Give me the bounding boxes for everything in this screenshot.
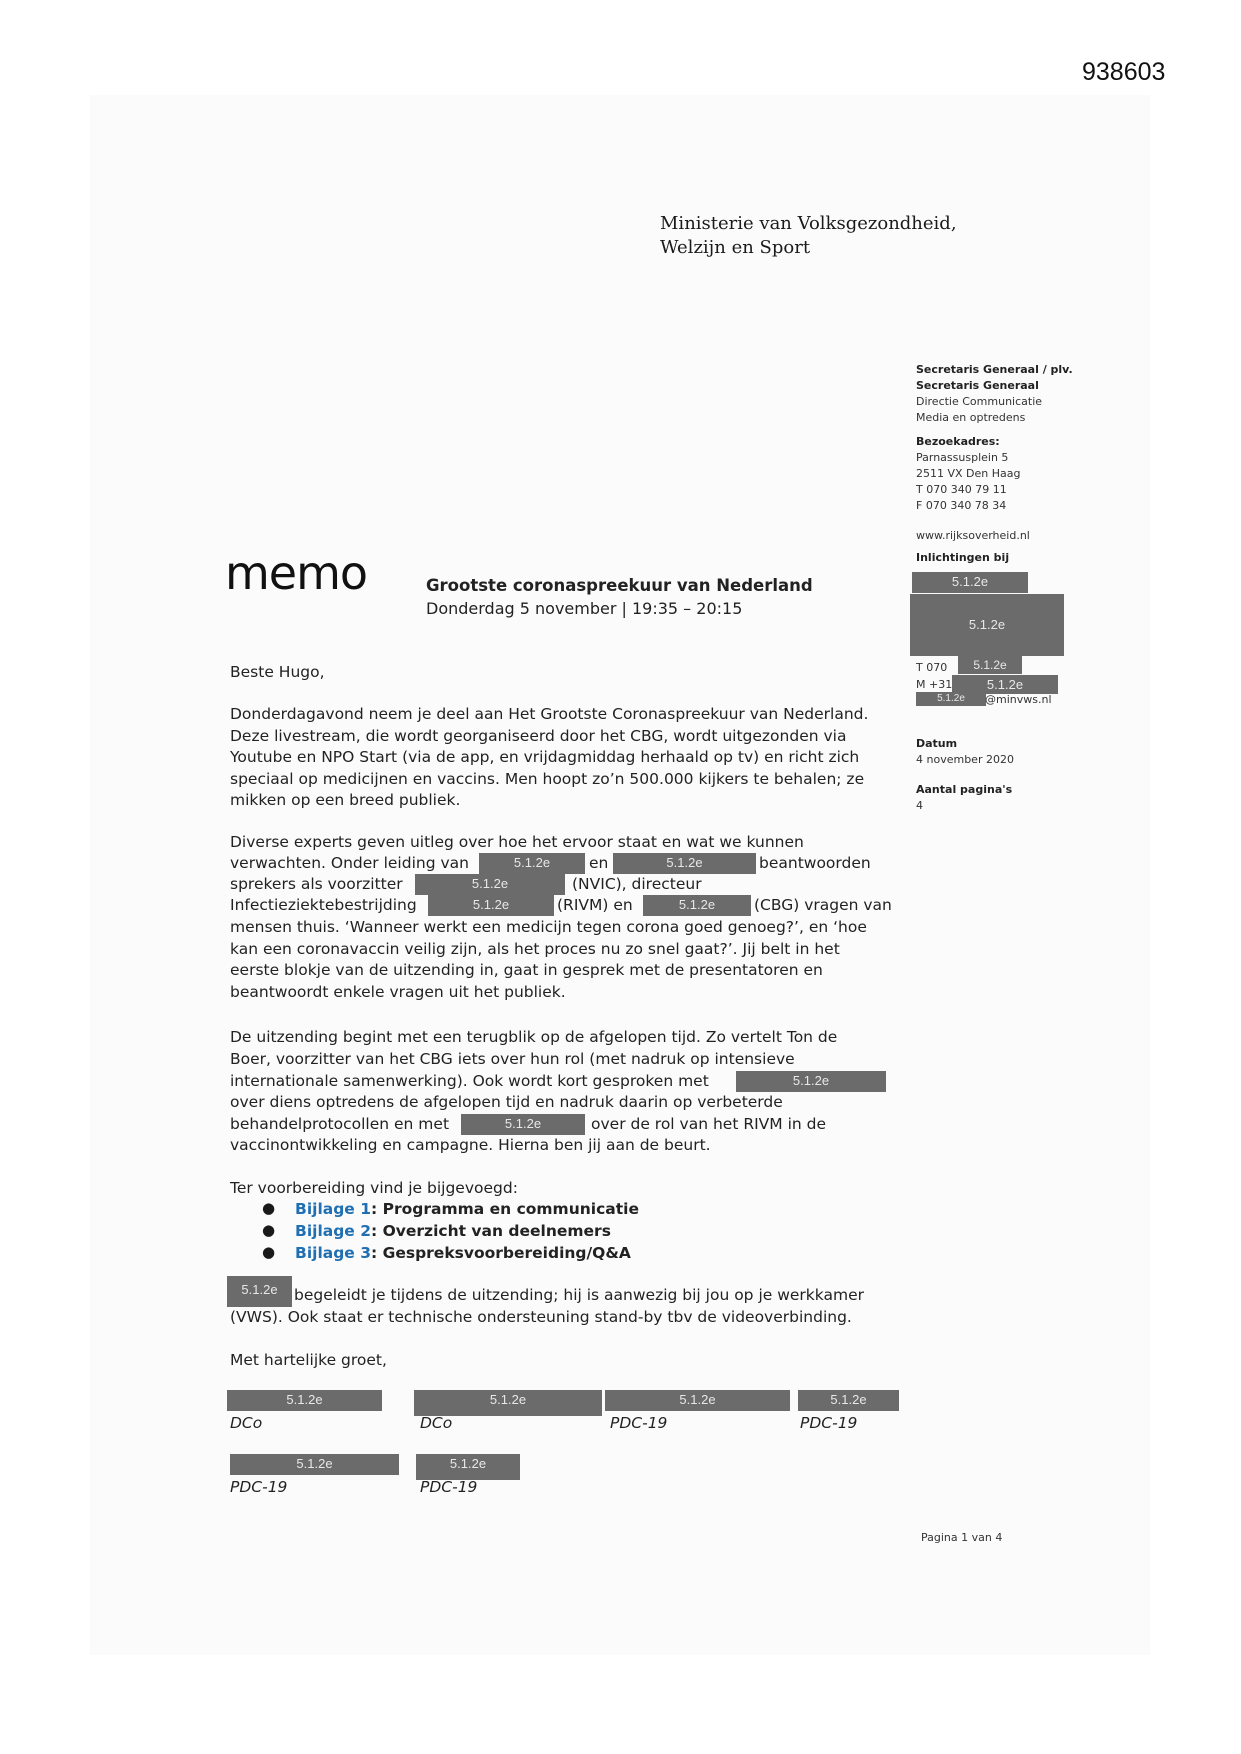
paragraph-3-line-4: over diens optredens de afgelopen tijd en nadruk daarin op verbeterde [230, 1093, 783, 1111]
paragraph-line: kan een coronavaccin veilig zijn, als het proces nu zo snel gaat?’. Jij belt in het [230, 939, 840, 958]
ministry-line-2: Welzijn en Sport [660, 237, 811, 258]
paragraph-2-line-2c: beantwoorden [759, 854, 871, 872]
address-line-1: Parnassusplein 5 [916, 451, 1009, 464]
signature-redaction: 5.1.2e [605, 1390, 790, 1411]
ministry-name [660, 212, 957, 260]
bullet-icon: ● [262, 1243, 276, 1261]
paragraph-2-line-3a: sprekers als voorzitter [230, 875, 403, 893]
signature-role-3: PDC-19 [610, 1414, 668, 1432]
paragraph-line: eerste blokje van de uitzending in, gaat in gesprek met de presentatoren en [230, 961, 823, 979]
document-number: 938603 [1082, 58, 1166, 86]
signature-redaction: 5.1.2e [230, 1454, 399, 1475]
paragraph-2-line-4c: (CBG) vragen van [754, 896, 892, 914]
paragraph-line: mikken op een breed publiek. [230, 791, 461, 809]
paragraph-3-line-5b: over de rol van het RIVM in de [591, 1115, 827, 1133]
paragraph-4-line-2: (VWS). Ook staat er technische ondersteuning stand-by tbv de videoverbinding. [230, 1308, 852, 1326]
signature-role-5: PDC-19 [230, 1478, 288, 1496]
paragraph-line: Youtube en NPO Start (via de app, en vrijdagmiddag herhaald op tv) en richt zich [230, 748, 860, 766]
memo-subtitle: Donderdag 5 november | 19:35 – 20:15 [426, 599, 743, 618]
redaction-block: 5.1.2e [958, 656, 1022, 674]
paragraph-2-line-4a: Infectieziektebestrijding [230, 896, 417, 914]
redaction-block: 5.1.2e [227, 1276, 292, 1307]
redaction-block: 5.1.2e [461, 1114, 585, 1135]
signature-redaction: 5.1.2e [798, 1390, 899, 1411]
preparation-intro: Ter voorbereiding vind je bijgevoegd: [230, 1179, 518, 1197]
redaction-block: 5.1.2e [912, 572, 1028, 593]
redaction-block: 5.1.2e [415, 874, 565, 895]
date-label: Datum [916, 737, 958, 750]
contact-phone: T 070 [916, 661, 948, 674]
date-block [916, 736, 1014, 768]
bullet-icon: ● [262, 1221, 276, 1239]
paragraph-1 [230, 704, 868, 812]
bullet-icon: ● [262, 1199, 276, 1217]
paragraph-2-line-2b: en [589, 854, 609, 872]
sidebar [916, 362, 1096, 566]
paragraph-2-line-4b: (RIVM) en [557, 896, 633, 914]
signature-role-4: PDC-19 [800, 1414, 858, 1432]
sidebar-dept-1: Secretaris Generaal / plv. [916, 363, 1073, 376]
pages-label: Aantal pagina's [916, 783, 1013, 796]
sidebar-dept-4: Media en optredens [916, 411, 1026, 424]
paragraph-line: De uitzending begint met een terugblik op de afgelopen tijd. Zo vertelt Ton de [230, 1028, 838, 1046]
paragraph-line: Donderdagavond neem je deel aan Het Grootste Coronaspreekuur van Nederland. [230, 705, 869, 723]
paragraph-line: Boer, voorzitter van het CBG iets over hun rol (met nadruk op intensieve [230, 1049, 795, 1068]
pages-block [916, 782, 1012, 814]
redaction-block: 5.1.2e [916, 692, 986, 706]
paragraph-line: mensen thuis. ‘Wanneer werkt een medicijn tegen corona goed genoeg?’, en ‘hoe [230, 918, 867, 936]
attachment-title-1: : Programma en communicatie [371, 1200, 639, 1218]
paragraph-line: beantwoordt enkele vragen uit het publiek. [230, 982, 566, 1001]
sidebar-dept-3: Directie Communicatie [916, 395, 1043, 408]
attachment-link-2[interactable]: Bijlage 2 [295, 1222, 372, 1240]
paragraph-line: speciaal op medicijnen en vaccins. Men hoopt zo’n 500.000 kijkers te behalen; ze [230, 769, 865, 788]
attachment-title-3: : Gespreksvoorbereiding/Q&A [371, 1244, 631, 1262]
contact-label: Inlichtingen bij [916, 551, 1010, 564]
attachment-item-2 [295, 1221, 611, 1243]
attachment-title-2: : Overzicht van deelnemers [371, 1222, 611, 1240]
visit-address-label: Bezoekadres: [916, 435, 1000, 448]
attachment-item-1 [295, 1199, 639, 1221]
paragraph-line: Deze livestream, die wordt georganiseerd door het CBG, wordt uitgezonden via [230, 726, 847, 745]
address-line-2: 2511 VX Den Haag [916, 467, 1021, 480]
redaction-block: 5.1.2e [613, 853, 756, 874]
page-number: Pagina 1 van 4 [921, 1531, 1003, 1544]
contact-mobile: M +31 [916, 678, 953, 691]
memo-wordmark: memo [225, 546, 368, 600]
paragraph-3-line-6: vaccinontwikkeling en campagne. Hierna ben jij aan de beurt. [230, 1136, 711, 1154]
phone-number: T 070 340 79 11 [916, 483, 1007, 496]
paragraph-2-line-1: Diverse experts geven uitleg over hoe het ervoor staat en wat we kunnen [230, 833, 804, 851]
attachment-link-1[interactable]: Bijlage 1 [295, 1200, 372, 1218]
paragraph-4-line-1: begeleidt je tijdens de uitzending; hij is aanwezig bij jou op je werkkamer [294, 1286, 864, 1304]
signature-redaction: 5.1.2e [414, 1390, 602, 1416]
signature-role-2: DCo [420, 1414, 453, 1432]
greeting: Beste Hugo, [230, 663, 325, 681]
closing: Met hartelijke groet, [230, 1351, 387, 1369]
date-value: 4 november 2020 [916, 753, 1014, 766]
signature-role-1: DCo [230, 1414, 263, 1432]
signature-role-6: PDC-19 [420, 1478, 478, 1496]
redaction-block: 5.1.2e [736, 1071, 886, 1092]
fax-number: F 070 340 78 34 [916, 499, 1007, 512]
paragraph-3-line-5a: behandelprotocollen en met [230, 1115, 450, 1133]
memo-title: Grootste coronaspreekuur van Nederland [426, 576, 813, 595]
contact-email-domain: @minvws.nl [985, 693, 1052, 706]
attachment-link-3[interactable]: Bijlage 3 [295, 1244, 372, 1262]
redaction-block: 5.1.2e [952, 675, 1058, 694]
paragraph-3-top [230, 1027, 837, 1070]
website-link[interactable]: www.rijksoverheid.nl [916, 529, 1030, 542]
ministry-line-1: Ministerie van Volksgezondheid, [660, 213, 957, 234]
redaction-block: 5.1.2e [643, 895, 751, 916]
attachment-item-3 [295, 1243, 631, 1265]
paragraph-2-line-2a: verwachten. Onder leiding van [230, 854, 469, 872]
signature-redaction: 5.1.2e [227, 1390, 382, 1411]
paragraph-2-line-3b: (NVIC), directeur [572, 875, 702, 893]
sidebar-dept-2: Secretaris Generaal [916, 379, 1039, 392]
redaction-block: 5.1.2e [428, 895, 554, 916]
redaction-block: 5.1.2e [479, 853, 585, 874]
paragraph-3-line-3a: internationale samenwerking). Ook wordt kort gesproken met [230, 1072, 709, 1090]
paragraph-2-rest [230, 917, 867, 1003]
signature-redaction: 5.1.2e [416, 1454, 520, 1480]
pages-value: 4 [916, 799, 923, 812]
redaction-block: 5.1.2e [910, 594, 1064, 656]
